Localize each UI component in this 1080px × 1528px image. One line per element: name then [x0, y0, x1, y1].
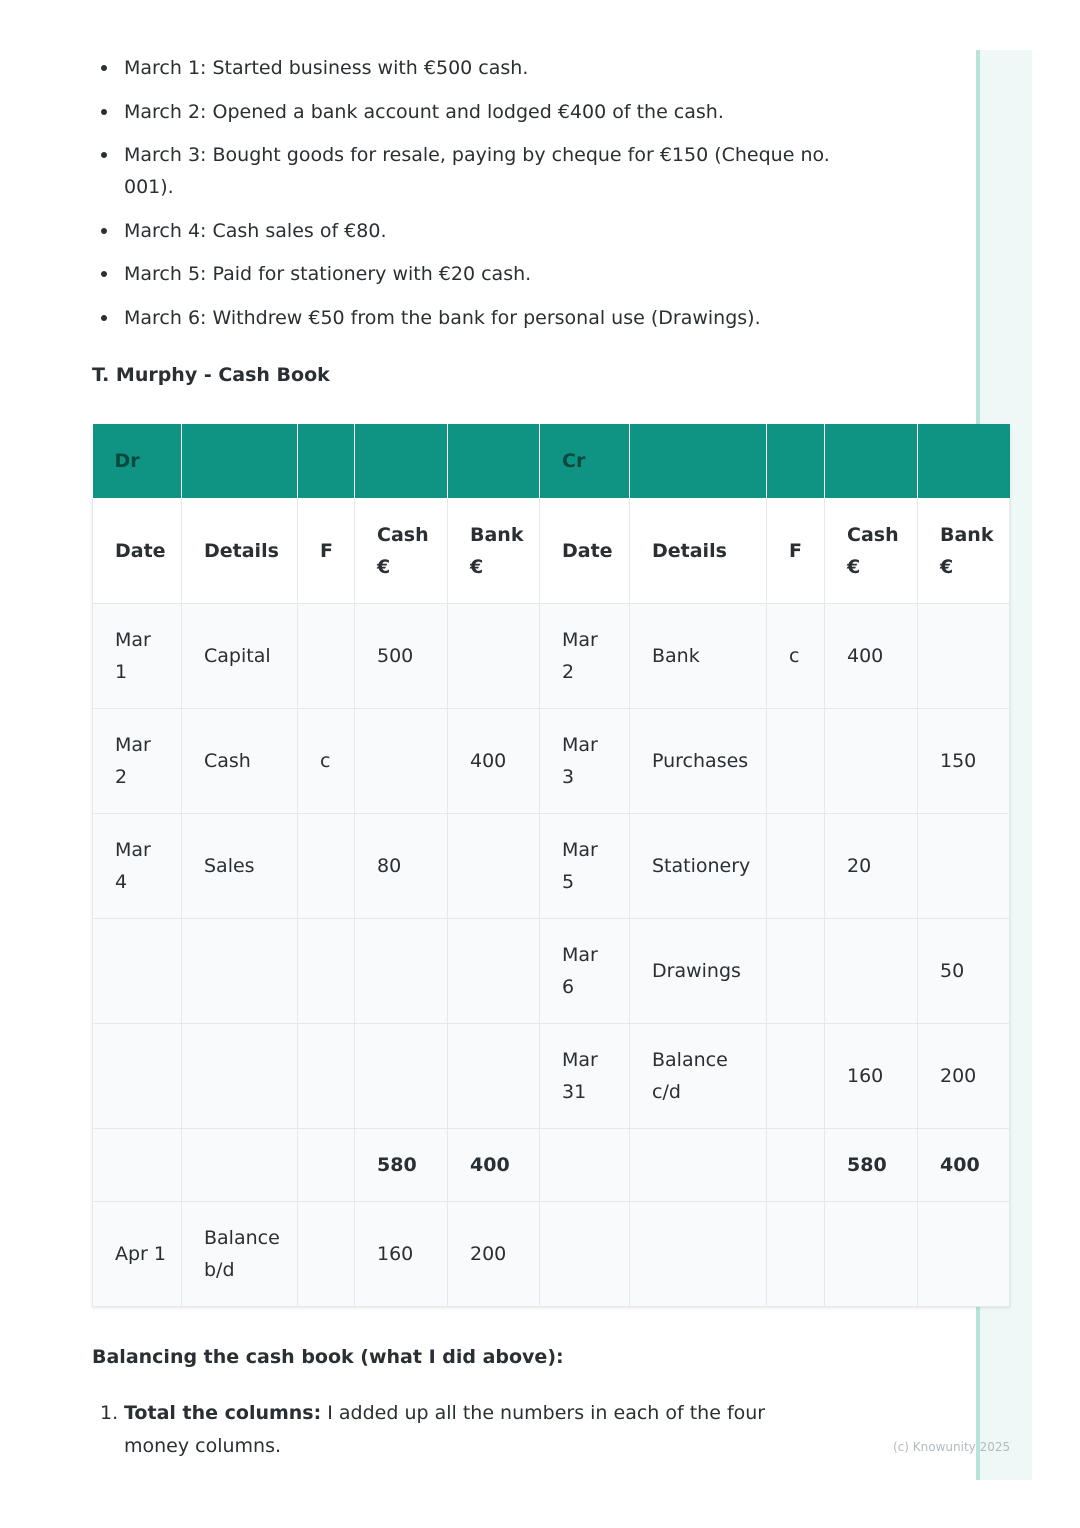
cr-folio-cell	[767, 919, 825, 1024]
cr-cash-cell	[825, 919, 918, 1024]
bullet-icon	[101, 152, 107, 158]
cr-cash-cell: 400	[825, 604, 918, 709]
dr-date-cell: Mar 1	[93, 604, 182, 709]
dr-bank-cell	[448, 604, 540, 709]
transaction-list	[92, 52, 852, 345]
transaction-text: March 3: Bought goods for resale, paying by cheque for €150 (Cheque no. 001).	[124, 144, 830, 198]
cr-bank-cell	[918, 604, 1010, 709]
transaction-text: March 2: Opened a bank account and lodged €400 of the cash.	[124, 100, 724, 123]
transaction-item	[92, 215, 852, 247]
bullet-icon	[101, 109, 107, 115]
dr-bank-cell	[448, 1024, 540, 1129]
column-header-bank: Bank €	[448, 499, 540, 604]
dr-details-cell: Sales	[182, 814, 298, 919]
cr-date-cell: Mar 2	[540, 604, 630, 709]
cr-cash-total: 580	[825, 1129, 918, 1202]
cr-bank-cell: 200	[918, 1024, 1010, 1129]
table-row	[93, 1024, 1010, 1129]
transaction-text: March 5: Paid for stationery with €20 cash.	[124, 263, 532, 285]
step-text: I added up all the numbers in each of the four money columns.	[124, 1402, 766, 1457]
dr-bank-cell	[448, 814, 540, 919]
dr-folio-cell	[298, 814, 355, 919]
dr-date-cell: Mar 2	[93, 709, 182, 814]
column-header-date: Date	[93, 499, 182, 604]
column-header-cash: Cash €	[355, 499, 448, 604]
dr-bank-cell	[448, 919, 540, 1024]
balancing-steps-list	[100, 1397, 820, 1463]
dr-folio-cell	[298, 604, 355, 709]
dr-cash-cell: 160	[355, 1202, 448, 1307]
transaction-text: March 6: Withdrew €50 from the bank for personal use (Drawings).	[124, 306, 761, 329]
column-header-folio: F	[767, 499, 825, 604]
column-header-folio: F	[298, 499, 355, 604]
transaction-item	[92, 139, 852, 203]
cr-date-cell: Mar 6	[540, 919, 630, 1024]
dr-cash-total: 580	[355, 1129, 448, 1202]
cr-details-cell: Bank	[630, 604, 767, 709]
bullet-icon	[101, 315, 107, 321]
cash-book-table	[92, 424, 1010, 1307]
dr-details-cell: Capital	[182, 604, 298, 709]
dr-folio-cell	[298, 1024, 355, 1129]
cr-bank-total: 400	[918, 1129, 1010, 1202]
cr-cash-cell: 160	[825, 1024, 918, 1129]
cr-bank-cell: 150	[918, 709, 1010, 814]
list-item	[100, 1397, 820, 1463]
table-row	[93, 919, 1010, 1024]
balance-brought-down-row	[93, 1202, 1010, 1307]
step-title: Total the columns:	[124, 1402, 322, 1424]
transaction-item	[92, 52, 852, 84]
dr-details-cell: Cash	[182, 709, 298, 814]
bullet-icon	[101, 65, 107, 71]
cr-folio-cell: c	[767, 604, 825, 709]
dr-cash-cell	[355, 709, 448, 814]
dr-date-cell	[93, 919, 182, 1024]
transaction-text: March 4: Cash sales of €80.	[124, 219, 387, 242]
balancing-heading: Balancing the cash book (what I did above):	[92, 1346, 564, 1368]
dr-bank-total: 400	[448, 1129, 540, 1202]
cr-date-cell: Mar 5	[540, 814, 630, 919]
dr-folio-cell: c	[298, 709, 355, 814]
cr-folio-cell	[767, 709, 825, 814]
cr-details-cell: Balance c/d	[630, 1024, 767, 1129]
table-row	[93, 709, 1010, 814]
cr-cash-cell: 20	[825, 814, 918, 919]
cr-bank-cell	[918, 814, 1010, 919]
column-header-details: Details	[630, 499, 767, 604]
dr-cash-cell: 80	[355, 814, 448, 919]
bullet-icon	[101, 271, 107, 277]
cr-details-cell: Drawings	[630, 919, 767, 1024]
dr-date-cell: Mar 4	[93, 814, 182, 919]
cr-details-cell: Stationery	[630, 814, 767, 919]
totals-row	[93, 1129, 1010, 1202]
dr-date-cell	[93, 1024, 182, 1129]
cr-bank-cell: 50	[918, 919, 1010, 1024]
table-row	[93, 814, 1010, 919]
transaction-item	[92, 258, 852, 290]
cr-folio-cell	[767, 1024, 825, 1129]
dr-date-cell: Apr 1	[93, 1202, 182, 1307]
dr-details-cell	[182, 1024, 298, 1129]
table-side-header-row	[93, 424, 1010, 499]
dr-bank-cell: 200	[448, 1202, 540, 1307]
cash-book-title: T. Murphy - Cash Book	[92, 364, 330, 386]
dr-cash-cell	[355, 919, 448, 1024]
dr-details-cell: Balance b/d	[182, 1202, 298, 1307]
column-header-details: Details	[182, 499, 298, 604]
column-header-cash: Cash €	[825, 499, 918, 604]
copyright-watermark: (c) Knowunity 2025	[893, 1440, 1011, 1454]
transaction-item	[92, 302, 852, 334]
dr-folio-cell	[298, 919, 355, 1024]
transaction-text: March 1: Started business with €500 cash.	[124, 57, 529, 79]
cr-cash-cell	[825, 709, 918, 814]
table-row	[93, 604, 1010, 709]
step-number: 1.	[100, 1402, 119, 1424]
dr-cash-cell	[355, 1024, 448, 1129]
table-column-header-row	[93, 499, 1010, 604]
cr-date-cell: Mar 3	[540, 709, 630, 814]
column-header-date: Date	[540, 499, 630, 604]
dr-bank-cell: 400	[448, 709, 540, 814]
dr-cash-cell: 500	[355, 604, 448, 709]
cr-folio-cell	[767, 814, 825, 919]
debit-side-label: Dr	[93, 424, 182, 499]
cr-date-cell: Mar 31	[540, 1024, 630, 1129]
credit-side-label: Cr	[540, 424, 630, 499]
cr-details-cell: Purchases	[630, 709, 767, 814]
dr-details-cell	[182, 919, 298, 1024]
transaction-item	[92, 96, 852, 128]
bullet-icon	[101, 228, 107, 234]
column-header-bank: Bank €	[918, 499, 1010, 604]
